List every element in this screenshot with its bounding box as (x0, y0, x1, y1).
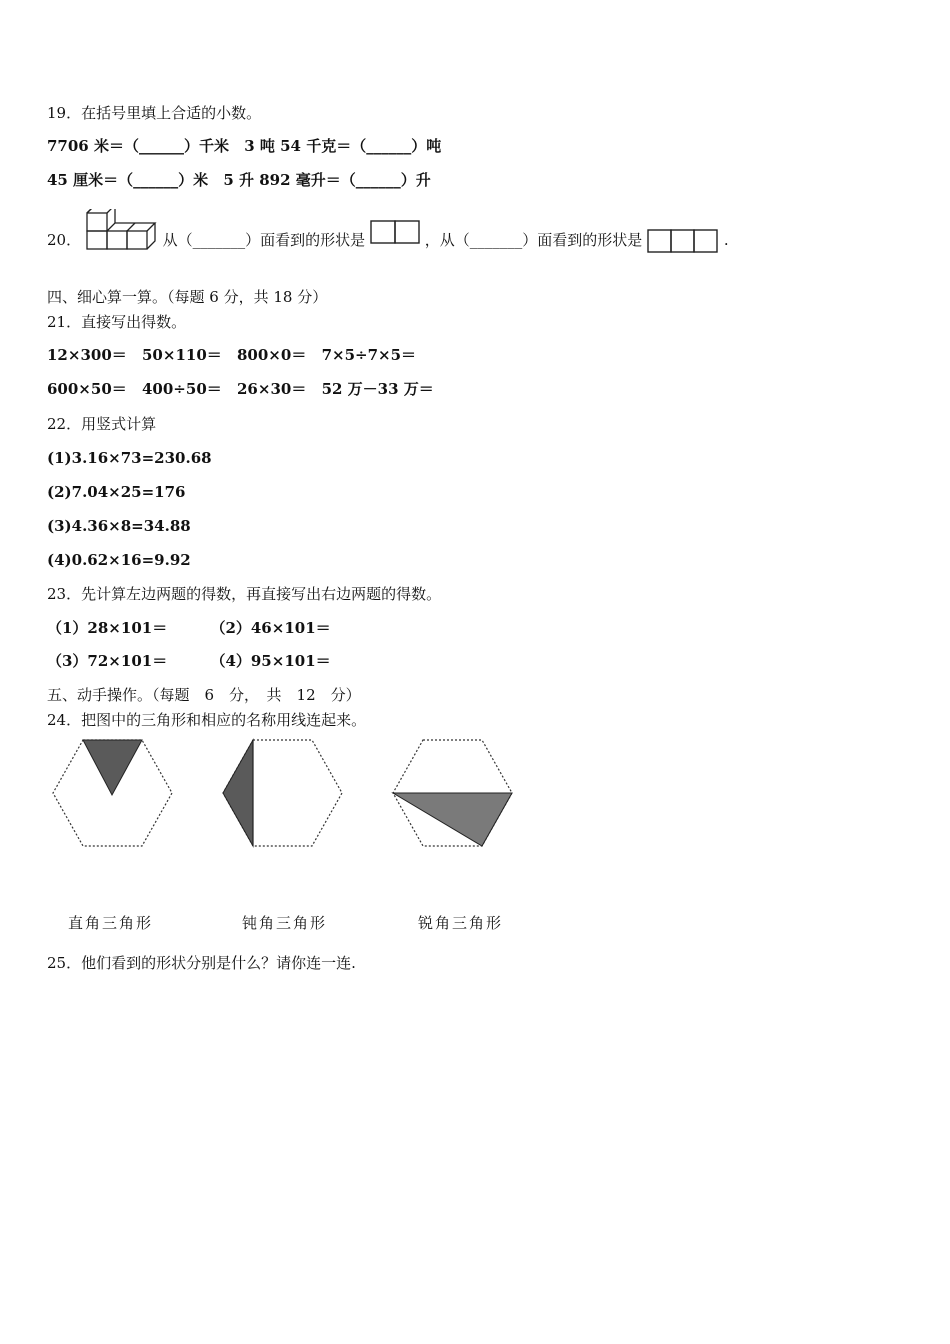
q21-row2 (47, 379, 434, 399)
q21-item: 600×50＝ (47, 380, 127, 398)
q23-title: 23．先计算左边两题的得数，再直接写出右边两题的得数。 (47, 585, 442, 603)
q22-item: (2)7.04×25=176 (47, 483, 186, 501)
q22-item: (1)3.16×73=230.68 (47, 449, 212, 467)
q21-item: 400÷50＝ (142, 380, 222, 398)
section4-title: 四、细心算一算。（每题 6 分，共 18 分） (47, 288, 328, 306)
label-obtuse-triangle: 钝角三角形 (242, 914, 328, 932)
q19-item-b: 3 吨 54 千克＝（______）吨 (244, 137, 442, 155)
q20-part1: 从（_______）面看到的形状是 (162, 231, 366, 249)
q21-item: 12×300＝ (47, 346, 127, 364)
q20-line (47, 228, 729, 254)
section5-title: 五、动手操作。（每题 6 分， 共 12 分） (47, 686, 361, 704)
q20-number: 20． (47, 231, 82, 249)
q23-item: （3）72×101＝ (47, 652, 168, 670)
q22-item: (3)4.36×8=34.88 (47, 517, 191, 535)
q23-row2 (47, 651, 331, 671)
hexagon-obtuse-triangle-figure (220, 738, 345, 848)
q21-item: 50×110＝ (142, 346, 222, 364)
hexagon-acute-triangle-figure (390, 738, 515, 848)
q19-item-a: 7706 米＝（______）千米 (47, 137, 229, 155)
q19-line2 (47, 170, 431, 190)
q20-part2: ，从（_______）面看到的形状是 (424, 231, 643, 249)
q21-item: 800×0＝ (237, 346, 307, 364)
q20-end: . (723, 231, 729, 249)
two-square-view (370, 220, 420, 246)
q24-title: 24．把图中的三角形和相应的名称用线连起来。 (47, 711, 367, 729)
q21-item: 52 万－33 万＝ (321, 380, 434, 398)
q21-row1 (47, 345, 416, 365)
hexagon-right-triangle-figure (50, 738, 175, 848)
three-square-view (647, 228, 719, 254)
label-right-triangle: 直角三角形 (68, 914, 154, 932)
q19-line1 (47, 136, 441, 156)
cube-stack-figure (86, 209, 158, 251)
q21-item: 26×30＝ (237, 380, 307, 398)
q19-item-d: 5 升 892 毫升＝（______）升 (223, 171, 431, 189)
q22-item: (4)0.62×16=9.92 (47, 551, 191, 569)
q25-title: 25．他们看到的形状分别是什么？请你连一连. (47, 954, 356, 972)
q19-item-c: 45 厘米＝（______）米 (47, 171, 209, 189)
q19-title: 19．在括号里填上合适的小数。 (47, 104, 262, 122)
q23-item: （2）46×101＝ (210, 619, 331, 637)
label-acute-triangle: 锐角三角形 (418, 914, 504, 932)
q22-title: 22．用竖式计算 (47, 415, 157, 433)
q23-item: （4）95×101＝ (210, 652, 331, 670)
q21-title: 21．直接写出得数。 (47, 313, 187, 331)
q21-item: 7×5÷7×5＝ (321, 346, 417, 364)
q23-item: （1）28×101＝ (47, 619, 168, 637)
q23-row1 (47, 618, 331, 638)
